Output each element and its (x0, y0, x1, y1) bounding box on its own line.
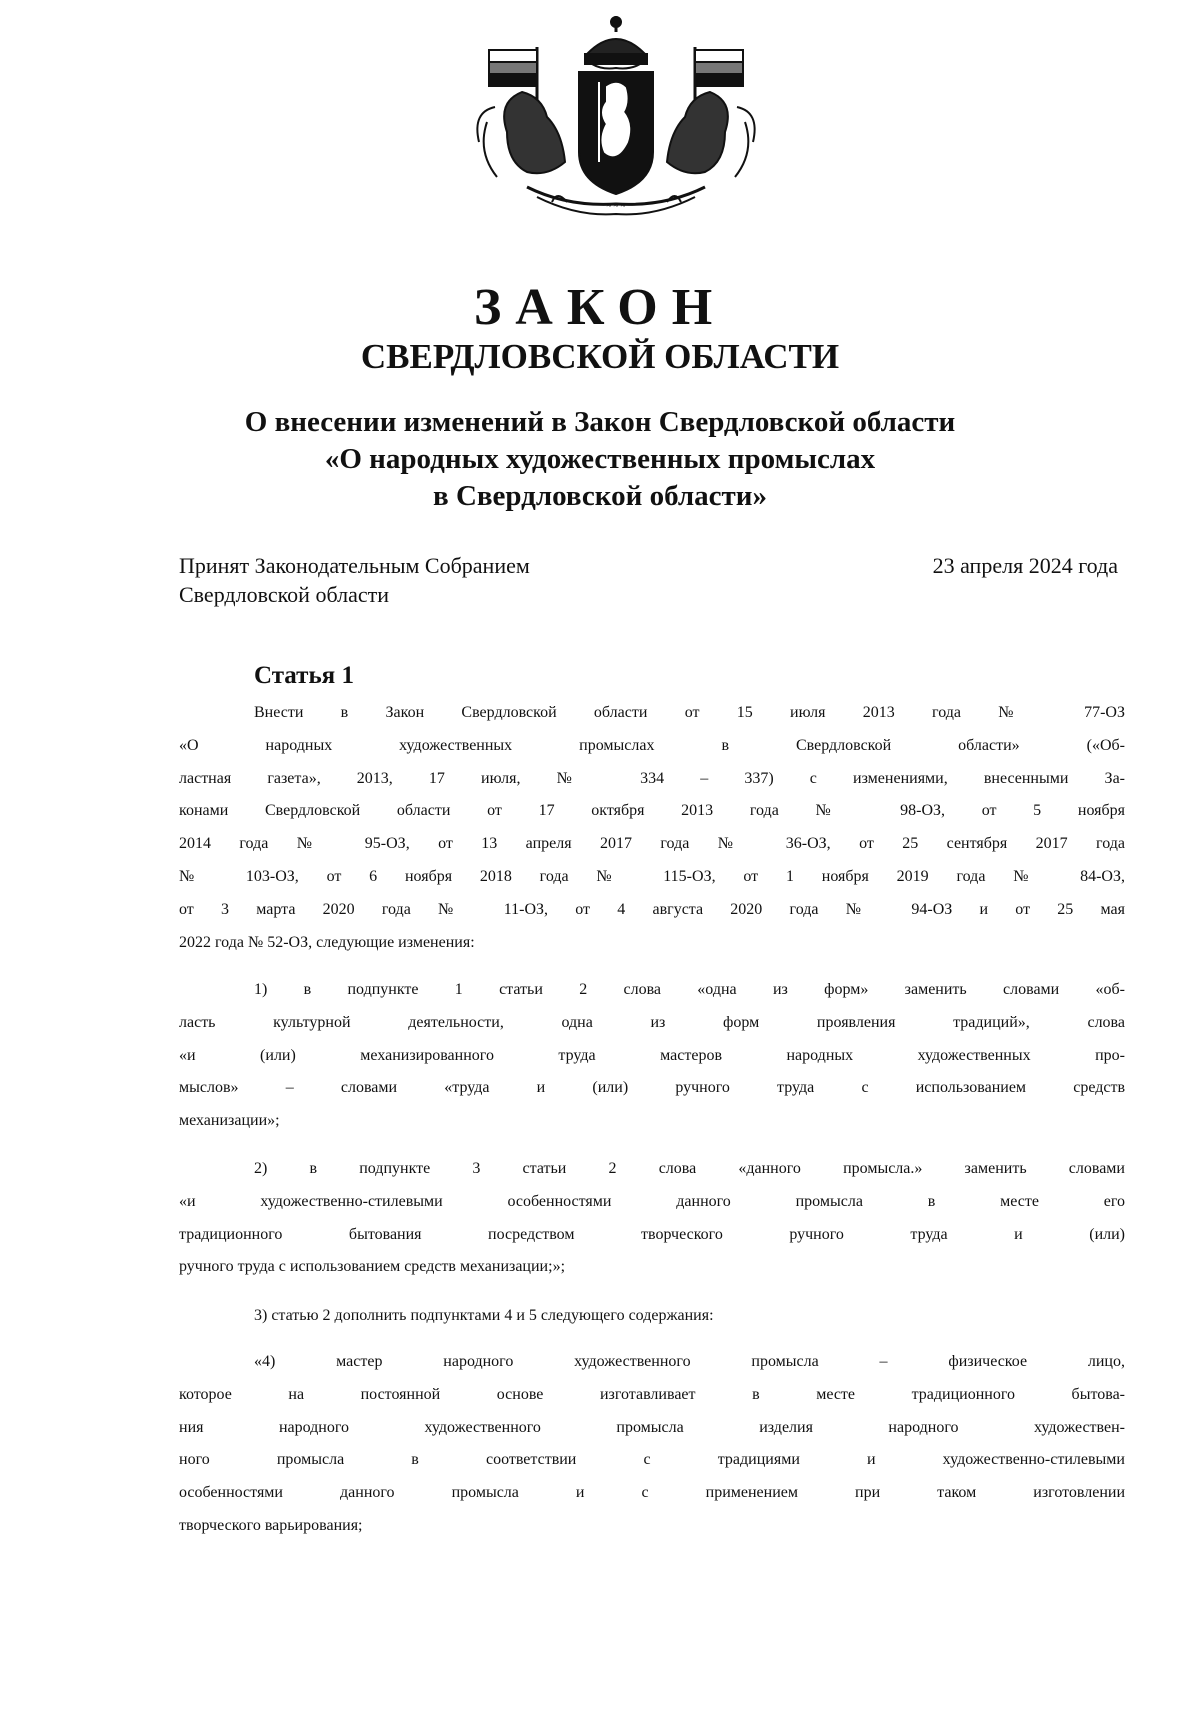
adopted-by (179, 551, 530, 609)
article-paragraph (179, 1160, 1125, 1291)
paragraph-line: от 3 марта 2020 года № 11-ОЗ, от 4 августа 2020 года № 94-ОЗ и от 25 мая (179, 900, 1125, 918)
article-paragraph (179, 1307, 1125, 1340)
paragraph-line: ния народного художественного промысла изделия народного художествен- (179, 1418, 1125, 1436)
adopted-by-line: Принят Законодательным Собранием (179, 553, 530, 578)
law-title-line: О внесении изменений в Закон Свердловской области (244, 406, 956, 438)
adopted-by-line: Свердловской области (179, 582, 389, 607)
paragraph-line: ластная газета», 2013, 17 июля, № 334 – 337) с изменениями, внесенными За- (179, 769, 1125, 787)
paragraph-line: ласть культурной деятельности, одна из форм проявления традиций», слова (179, 1013, 1125, 1031)
paragraph-line: ручного труда с использованием средств механизации;»; (179, 1258, 566, 1276)
paragraph-line: 2022 года № 52-ОЗ, следующие изменения: (179, 933, 475, 951)
paragraph-line: творческого варьирования; (179, 1516, 363, 1534)
document-region-title: СВЕРДЛОВСКОЙ ОБЛАСТИ (360, 337, 840, 376)
article-heading: Статья 1 (254, 662, 354, 689)
paragraph-line: 2014 года № 95-ОЗ, от 13 апреля 2017 года № 36-ОЗ, от 25 сентября 2017 года (179, 835, 1125, 853)
paragraph-line: механизации»; (179, 1112, 280, 1130)
article-paragraph (179, 704, 1125, 966)
paragraph-line: № 103-ОЗ, от 6 ноября 2018 года № 115-ОЗ, от 1 ноября 2019 года № 84-ОЗ, (179, 867, 1125, 885)
article-paragraph (179, 1353, 1125, 1550)
paragraph-line: ного промысла в соответствии с традициями и художественно-стилевыми (179, 1451, 1125, 1469)
law-title-line: «О народных художественных промыслах (324, 443, 876, 475)
svg-text:~ ~ ~: ~ ~ ~ (606, 201, 626, 211)
paragraph-line: которое на постоянной основе изготавливает в месте традиционного бытова- (179, 1385, 1125, 1403)
paragraph-line: конами Свердловской области от 17 октября 2013 года № 98-ОЗ, от 5 ноября (179, 802, 1125, 820)
paragraph-line: мыслов» – словами «труда и (или) ручного труда с использованием средств (179, 1079, 1125, 1097)
paragraph-line: 1) в подпункте 1 статьи 2 слова «одна из форм» заменить словами «об- (254, 981, 1125, 998)
paragraph-line: традиционного бытования посредством творческого ручного труда и (или) (179, 1225, 1125, 1243)
paragraph-line: «О народных художественных промыслах в Свердловской области» («Об- (179, 736, 1125, 754)
law-title-line: в Свердловской области» (433, 480, 767, 512)
law-title (180, 404, 1020, 515)
coat-of-arms-emblem (467, 12, 765, 222)
adoption-date: 23 апреля 2024 года (932, 553, 1118, 578)
paragraph-line: «и художественно-стилевыми особенностями данного промысла в месте его (179, 1192, 1125, 1210)
document-type-title: ЗАКОН (473, 279, 727, 336)
paragraph-line: «4) мастер народного художественного промысла – физическое лицо, (254, 1353, 1125, 1370)
paragraph-line: «и (или) механизированного труда мастеров народных художественных про- (179, 1046, 1125, 1064)
paragraph-line: 3) статью 2 дополнить подпунктами 4 и 5 следующего содержания: (254, 1307, 714, 1324)
paragraph-line: 2) в подпункте 3 статьи 2 слова «данного промысла.» заменить словами (254, 1160, 1125, 1177)
paragraph-line: особенностями данного промысла и с применением при таком изготовлении (179, 1484, 1125, 1502)
article-paragraph (179, 981, 1125, 1145)
paragraph-line: Внести в Закон Свердловской области от 15 июля 2013 года № 77-ОЗ (254, 704, 1125, 721)
